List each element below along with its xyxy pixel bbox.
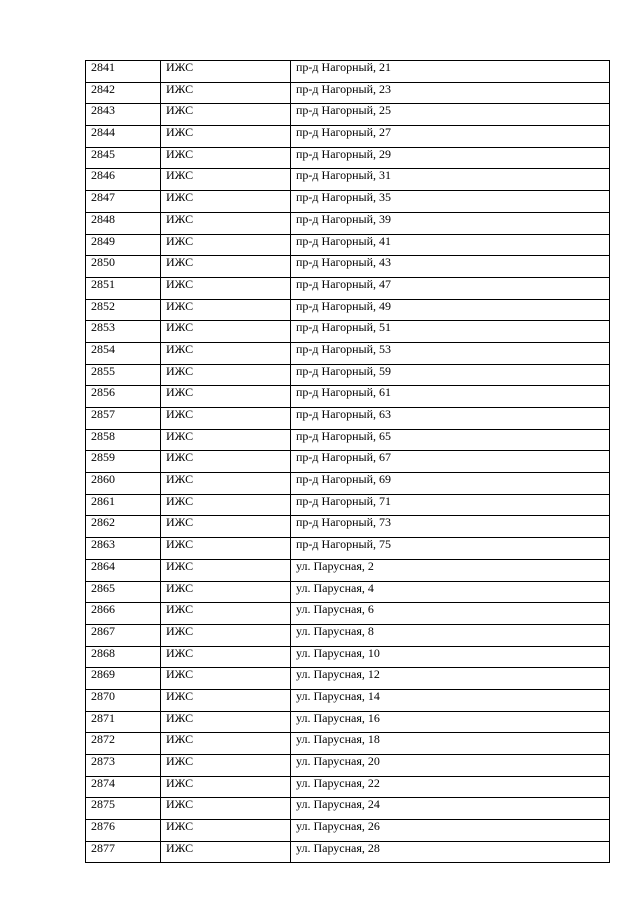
row-number-cell: 2860 — [86, 473, 161, 495]
table-row — [86, 755, 610, 777]
table-row — [86, 733, 610, 755]
building-type-cell: ИЖС — [161, 429, 291, 451]
address-cell: ул. Парусная, 10 — [291, 646, 610, 668]
row-number-cell: 2873 — [86, 755, 161, 777]
address-cell: ул. Парусная, 22 — [291, 776, 610, 798]
building-type-cell: ИЖС — [161, 451, 291, 473]
table-row — [86, 342, 610, 364]
address-cell: пр-д Нагорный, 49 — [291, 299, 610, 321]
address-cell: пр-д Нагорный, 25 — [291, 104, 610, 126]
address-cell: ул. Парусная, 20 — [291, 755, 610, 777]
row-number-cell: 2850 — [86, 256, 161, 278]
building-type-cell: ИЖС — [161, 646, 291, 668]
building-type-cell: ИЖС — [161, 668, 291, 690]
table-row — [86, 581, 610, 603]
table-row — [86, 104, 610, 126]
building-type-cell: ИЖС — [161, 82, 291, 104]
row-number-cell: 2874 — [86, 776, 161, 798]
building-type-cell: ИЖС — [161, 516, 291, 538]
building-type-cell: ИЖС — [161, 126, 291, 148]
table-row — [86, 234, 610, 256]
address-registry-table — [85, 60, 610, 863]
address-cell: ул. Парусная, 18 — [291, 733, 610, 755]
table-row — [86, 299, 610, 321]
building-type-cell: ИЖС — [161, 755, 291, 777]
row-number-cell: 2843 — [86, 104, 161, 126]
table-row — [86, 191, 610, 213]
row-number-cell: 2849 — [86, 234, 161, 256]
row-number-cell: 2865 — [86, 581, 161, 603]
building-type-cell: ИЖС — [161, 342, 291, 364]
row-number-cell: 2858 — [86, 429, 161, 451]
address-cell: пр-д Нагорный, 69 — [291, 473, 610, 495]
address-cell: ул. Парусная, 8 — [291, 624, 610, 646]
address-cell: ул. Парусная, 2 — [291, 559, 610, 581]
row-number-cell: 2869 — [86, 668, 161, 690]
address-cell: пр-д Нагорный, 51 — [291, 321, 610, 343]
address-cell: пр-д Нагорный, 73 — [291, 516, 610, 538]
address-cell: ул. Парусная, 16 — [291, 711, 610, 733]
row-number-cell: 2877 — [86, 841, 161, 863]
table-row — [86, 820, 610, 842]
table-row — [86, 646, 610, 668]
table-row — [86, 603, 610, 625]
row-number-cell: 2851 — [86, 277, 161, 299]
table-row — [86, 624, 610, 646]
table-row — [86, 321, 610, 343]
table-row — [86, 277, 610, 299]
address-cell: ул. Парусная, 24 — [291, 798, 610, 820]
building-type-cell: ИЖС — [161, 624, 291, 646]
building-type-cell: ИЖС — [161, 147, 291, 169]
building-type-cell: ИЖС — [161, 386, 291, 408]
building-type-cell: ИЖС — [161, 408, 291, 430]
row-number-cell: 2846 — [86, 169, 161, 191]
table-row — [86, 451, 610, 473]
table-row — [86, 429, 610, 451]
building-type-cell: ИЖС — [161, 494, 291, 516]
row-number-cell: 2853 — [86, 321, 161, 343]
table-row — [86, 473, 610, 495]
row-number-cell: 2868 — [86, 646, 161, 668]
address-cell: пр-д Нагорный, 71 — [291, 494, 610, 516]
table-row — [86, 494, 610, 516]
address-cell: ул. Парусная, 14 — [291, 689, 610, 711]
building-type-cell: ИЖС — [161, 841, 291, 863]
row-number-cell: 2841 — [86, 61, 161, 83]
row-number-cell: 2845 — [86, 147, 161, 169]
row-number-cell: 2859 — [86, 451, 161, 473]
address-cell: пр-д Нагорный, 63 — [291, 408, 610, 430]
address-cell: ул. Парусная, 6 — [291, 603, 610, 625]
address-cell: пр-д Нагорный, 61 — [291, 386, 610, 408]
row-number-cell: 2870 — [86, 689, 161, 711]
table-row — [86, 516, 610, 538]
building-type-cell: ИЖС — [161, 473, 291, 495]
table-row — [86, 841, 610, 863]
building-type-cell: ИЖС — [161, 212, 291, 234]
building-type-cell: ИЖС — [161, 364, 291, 386]
row-number-cell: 2855 — [86, 364, 161, 386]
address-cell: пр-д Нагорный, 43 — [291, 256, 610, 278]
address-cell: пр-д Нагорный, 47 — [291, 277, 610, 299]
table-row — [86, 82, 610, 104]
row-number-cell: 2862 — [86, 516, 161, 538]
building-type-cell: ИЖС — [161, 820, 291, 842]
row-number-cell: 2872 — [86, 733, 161, 755]
address-cell: пр-д Нагорный, 59 — [291, 364, 610, 386]
row-number-cell: 2856 — [86, 386, 161, 408]
table-row — [86, 256, 610, 278]
row-number-cell: 2852 — [86, 299, 161, 321]
table-row — [86, 776, 610, 798]
table-row — [86, 386, 610, 408]
table-row — [86, 559, 610, 581]
building-type-cell: ИЖС — [161, 256, 291, 278]
building-type-cell: ИЖС — [161, 776, 291, 798]
building-type-cell: ИЖС — [161, 711, 291, 733]
building-type-cell: ИЖС — [161, 104, 291, 126]
row-number-cell: 2861 — [86, 494, 161, 516]
table-row — [86, 711, 610, 733]
row-number-cell: 2863 — [86, 538, 161, 560]
building-type-cell: ИЖС — [161, 321, 291, 343]
building-type-cell: ИЖС — [161, 689, 291, 711]
table-row — [86, 212, 610, 234]
address-cell: пр-д Нагорный, 75 — [291, 538, 610, 560]
building-type-cell: ИЖС — [161, 234, 291, 256]
table-row — [86, 538, 610, 560]
address-cell: пр-д Нагорный, 29 — [291, 147, 610, 169]
table-row — [86, 126, 610, 148]
row-number-cell: 2844 — [86, 126, 161, 148]
building-type-cell: ИЖС — [161, 798, 291, 820]
address-cell: ул. Парусная, 12 — [291, 668, 610, 690]
building-type-cell: ИЖС — [161, 191, 291, 213]
building-type-cell: ИЖС — [161, 603, 291, 625]
table-row — [86, 408, 610, 430]
row-number-cell: 2866 — [86, 603, 161, 625]
address-registry-body — [86, 61, 610, 863]
address-cell: пр-д Нагорный, 41 — [291, 234, 610, 256]
building-type-cell: ИЖС — [161, 581, 291, 603]
table-row — [86, 364, 610, 386]
address-cell: пр-д Нагорный, 67 — [291, 451, 610, 473]
table-row — [86, 668, 610, 690]
address-cell: ул. Парусная, 4 — [291, 581, 610, 603]
address-cell: ул. Парусная, 28 — [291, 841, 610, 863]
address-cell: пр-д Нагорный, 65 — [291, 429, 610, 451]
table-row — [86, 689, 610, 711]
building-type-cell: ИЖС — [161, 559, 291, 581]
table-row — [86, 798, 610, 820]
row-number-cell: 2847 — [86, 191, 161, 213]
building-type-cell: ИЖС — [161, 299, 291, 321]
table-row — [86, 169, 610, 191]
row-number-cell: 2876 — [86, 820, 161, 842]
row-number-cell: 2875 — [86, 798, 161, 820]
address-cell: пр-д Нагорный, 27 — [291, 126, 610, 148]
address-cell: ул. Парусная, 26 — [291, 820, 610, 842]
address-cell: пр-д Нагорный, 53 — [291, 342, 610, 364]
address-cell: пр-д Нагорный, 21 — [291, 61, 610, 83]
row-number-cell: 2864 — [86, 559, 161, 581]
table-row — [86, 147, 610, 169]
address-cell: пр-д Нагорный, 35 — [291, 191, 610, 213]
row-number-cell: 2854 — [86, 342, 161, 364]
row-number-cell: 2867 — [86, 624, 161, 646]
address-cell: пр-д Нагорный, 39 — [291, 212, 610, 234]
address-cell: пр-д Нагорный, 23 — [291, 82, 610, 104]
address-cell: пр-д Нагорный, 31 — [291, 169, 610, 191]
building-type-cell: ИЖС — [161, 733, 291, 755]
row-number-cell: 2842 — [86, 82, 161, 104]
building-type-cell: ИЖС — [161, 61, 291, 83]
table-row — [86, 61, 610, 83]
building-type-cell: ИЖС — [161, 277, 291, 299]
row-number-cell: 2871 — [86, 711, 161, 733]
building-type-cell: ИЖС — [161, 169, 291, 191]
building-type-cell: ИЖС — [161, 538, 291, 560]
row-number-cell: 2857 — [86, 408, 161, 430]
row-number-cell: 2848 — [86, 212, 161, 234]
